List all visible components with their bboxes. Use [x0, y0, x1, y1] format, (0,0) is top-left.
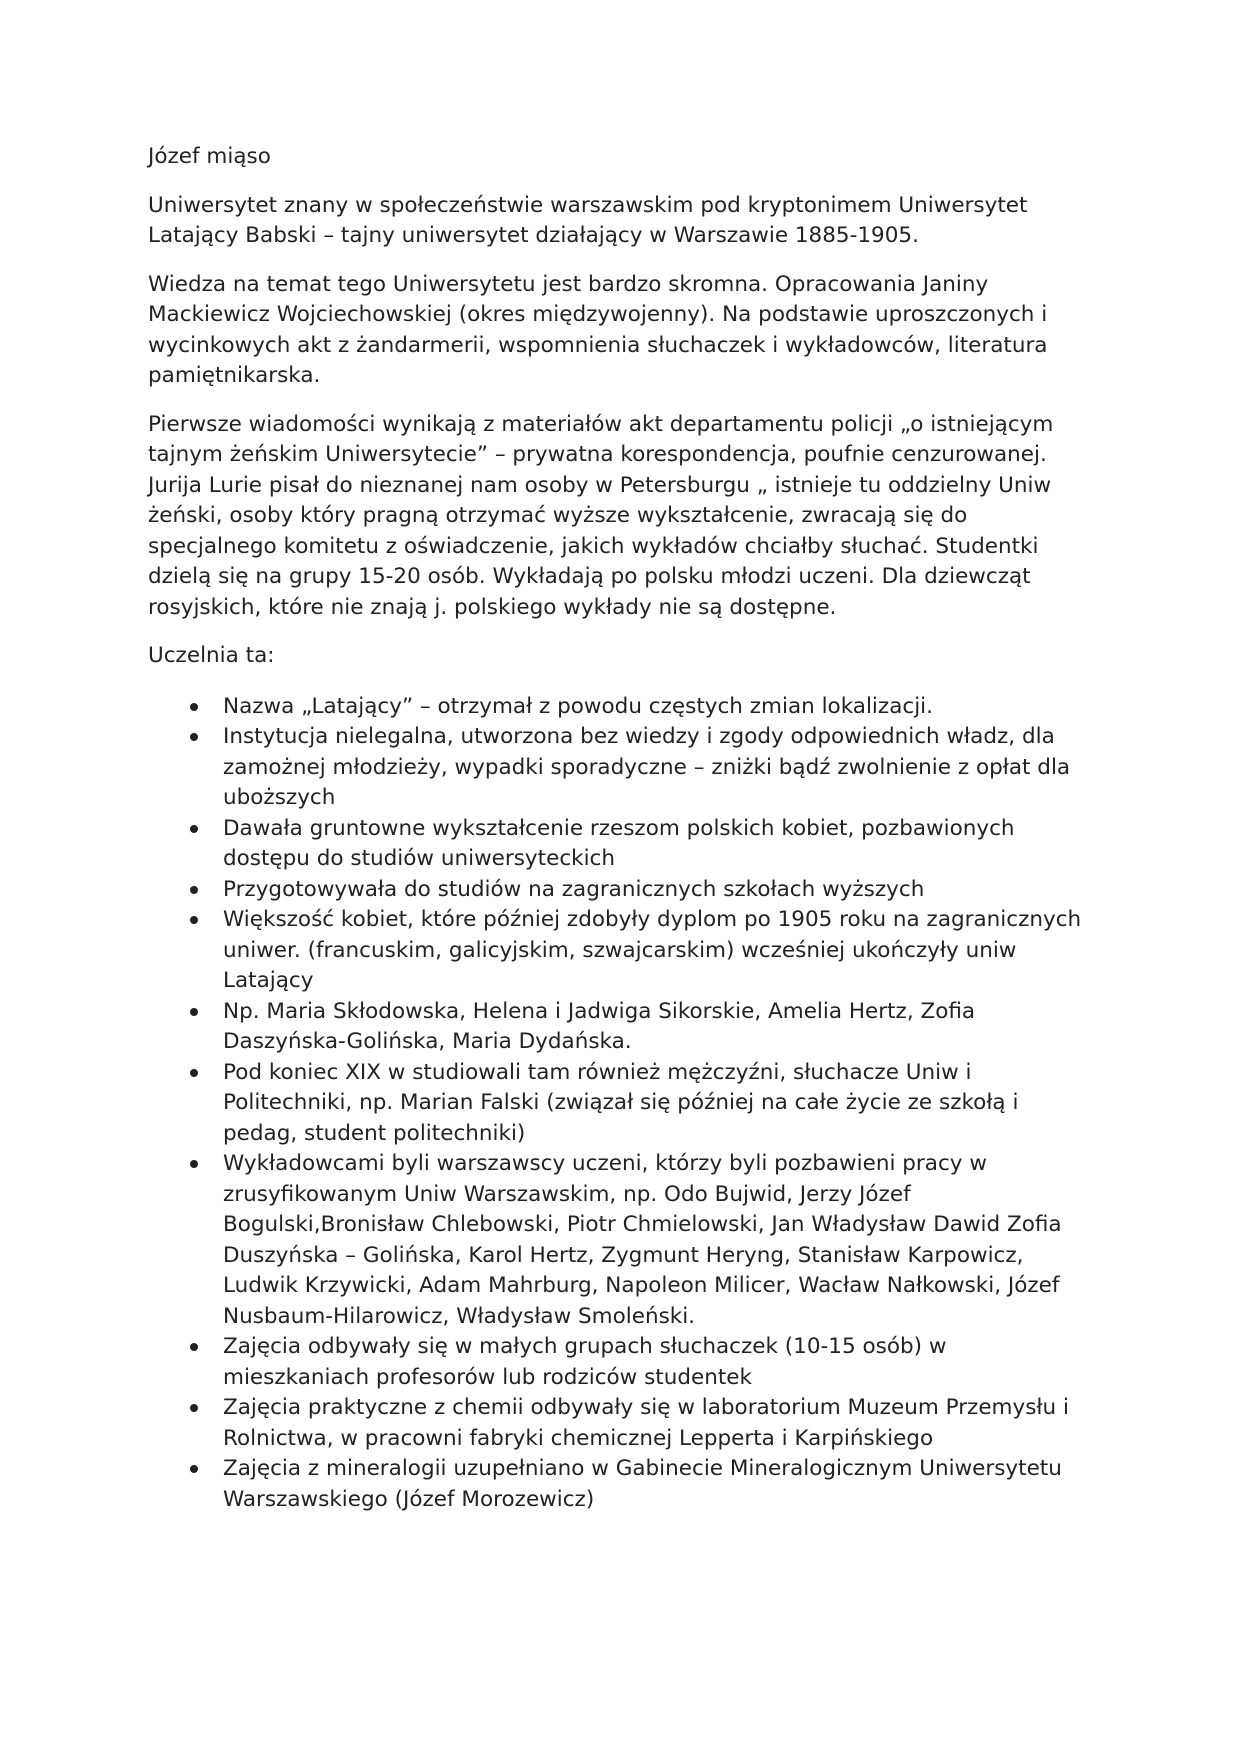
list-item: [148, 814, 1098, 875]
list-item-text: Przygotowywała do studiów na zagranicznych szkołach wyższych: [223, 876, 925, 902]
document-page: [148, 142, 1098, 1515]
bullet-icon: [190, 916, 198, 924]
list-item-text: Np. Maria Skłodowska, Helena i Jadwiga Sikorskie, Amelia Hertz, Zofia Daszyńska-Golińska, Maria Dydańska.: [223, 998, 976, 1054]
list-item-text: Wykładowcami byli warszawscy uczeni, którzy byli pozbawieni pracy w zrusyfikowanym Uniw Warszawskim, np. Odo Bujwid, Jerzy Józef Bogulski,Bronisław Chlebowski, Piotr Chmielowski, Jan Władysław Dawid Zofia Duszyńska – Golińska, Karol Hertz, Zygmunt Heryng, Stanisław Karpowicz, Ludwik Krzywicki, Adam Mahrburg, Napoleon Milicer, Wacław Nałkowski, Józef Nusbaum-Hilarowicz, Władysław Smoleński.: [223, 1151, 1062, 1329]
list-item: [148, 997, 1098, 1058]
document-title: Józef miąso: [148, 144, 271, 169]
bullet-icon: [190, 703, 198, 711]
paragraph-intro: Uniwersytet znany w społeczeństwie warszawskim pod kryptonimem Uniwersytet Latający Babski – tajny uniwersytet działający w Warszawie 1885-1905.: [148, 192, 1028, 248]
bullet-icon: [190, 1343, 198, 1351]
list-item: [148, 1149, 1098, 1332]
bullet-list: [148, 692, 1098, 1516]
list-item: [148, 905, 1098, 997]
bullet-icon: [190, 1404, 198, 1412]
bullet-icon: [190, 1465, 198, 1473]
list-lead: Uczelnia ta:: [148, 643, 275, 668]
list-item: [148, 875, 1098, 906]
list-item: [148, 1454, 1098, 1515]
paragraph-first-reports: Pierwsze wiadomości wynikają z materiałów akt departamentu policji „o istniejącym tajnym żeńskim Uniwersytecie” – prywatna korespondencja, poufnie cenzurowanej. Jurija Lurie pisał do nieznanej nam osoby w Petersburgu „ istnieje tu oddzielny Uniw żeński, osoby który pragną otrzymać wyższe wykształcenie, zwracają się do specjalnego komitetu z oświadczenie, jakich wykładów chciałby słuchać. Studentki dzielą się na grupy 15-20 osób. Wykładają po polsku młodzi uczeni. Dla dziewcząt rosyjskich, które nie znają j. polskiego wykłady nie są dostępne.: [148, 411, 1054, 620]
paragraph-knowledge: Wiedza na temat tego Uniwersytetu jest bardzo skromna. Opracowania Janiny Mackiewicz Wojciechowskiej (okres międzywojenny). Na podstawie uproszczonych i wycinkowych akt z żandarmerii, wspomnienia słuchaczek i wykładowców, literatura pamiętnikarska.: [148, 271, 1048, 388]
bullet-icon: [190, 733, 198, 741]
list-item: [148, 722, 1098, 814]
list-item: [148, 1393, 1098, 1454]
list-item-text: Zajęcia odbywały się w małych grupach słuchaczek (10-15 osób) w mieszkaniach profesorów lub rodziców studentek: [223, 1334, 947, 1390]
list-item-text: Nazwa „Latający” – otrzymał z powodu częstych zmian lokalizacji.: [223, 693, 933, 719]
bullet-icon: [190, 886, 198, 894]
list-item-text: Instytucja nielegalna, utworzona bez wiedzy i zgody odpowiednich władz, dla zamożnej młodzieży, wypadki sporadyczne – zniżki bądź zwolnienie z opłat dla uboższych: [223, 724, 1071, 810]
bullet-icon: [190, 1160, 198, 1168]
list-item-text: Większość kobiet, które później zdobyły dyplom po 1905 roku na zagranicznych uniwer. (francuskim, galicyjskim, szwajcarskim) wcześniej ukończyły uniw Latający: [223, 907, 1082, 993]
list-item-text: Pod koniec XIX w studiowali tam również mężczyźni, słuchacze Uniw i Politechniki, np. Marian Falski (związał się później na całe życie ze szkołą i pedag, student politechniki): [223, 1059, 1019, 1146]
list-item-text: Zajęcia praktyczne z chemii odbywały się w laboratorium Muzeum Przemysłu i Rolnictwa, w pracowni fabryki chemicznej Lepperta i Karpińskiego: [223, 1395, 1069, 1451]
list-item-text: Dawała gruntowne wykształcenie rzeszom polskich kobiet, pozbawionych dostępu do studiów uniwersyteckich: [223, 815, 1015, 871]
bullet-icon: [190, 825, 198, 833]
list-item: [148, 1332, 1098, 1393]
list-item-text: Zajęcia z mineralogii uzupełniano w Gabinecie Mineralogicznym Uniwersytetu Warszawskiego (Józef Morozewicz): [223, 1456, 1062, 1512]
list-item: [148, 1058, 1098, 1150]
bullet-icon: [190, 1008, 198, 1016]
bullet-icon: [190, 1069, 198, 1077]
list-item: [148, 692, 1098, 723]
